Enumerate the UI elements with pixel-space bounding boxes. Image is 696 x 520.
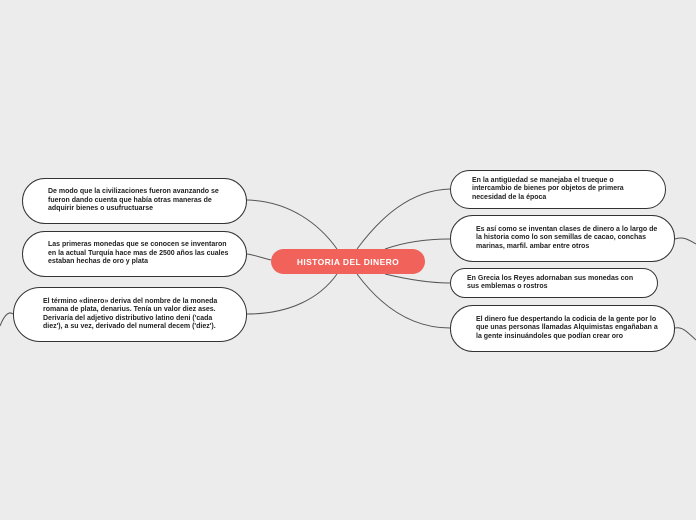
topic-node-civilizaciones[interactable] xyxy=(22,178,247,224)
connector-stub-right-4 xyxy=(675,328,696,340)
topic-text: El dinero fue despertando la codicia de la gente por lo que unas personas llamadas Alquimistas engañaban a la gente insinuándoles que podían crear oro xyxy=(476,315,658,340)
topic-node-clases-de-dinero[interactable] xyxy=(450,215,675,262)
connector-stub-right-2 xyxy=(675,238,696,244)
topic-node-codicia[interactable] xyxy=(450,305,675,352)
topic-node-grecia[interactable] xyxy=(450,268,658,298)
central-topic[interactable] xyxy=(271,249,425,274)
topic-text: Las primeras monedas que se conocen se inventaron en la actual Turquía hace mas de 2500 años las cuales estaban hechas de oro y plata xyxy=(48,241,229,266)
topic-node-trueque[interactable] xyxy=(450,170,666,209)
connector-stub-left-3 xyxy=(0,313,13,326)
topic-node-primeras-monedas[interactable] xyxy=(22,231,247,277)
connector-left-2 xyxy=(247,254,271,260)
topic-text: El término «dinero» deriva del nombre de la moneda romana de plata, denarius. Tenía un valor diez ases. Derivaría del adjetivo distributivo latino deni ('cada diez'), a su vez, derivado del numeral decem ('diez'). xyxy=(43,297,218,330)
connector-right-3 xyxy=(385,274,450,283)
connector-right-2 xyxy=(385,239,450,249)
topic-text: Es así como se inventan clases de dinero a lo largo de la historia como lo son semillas de cacao, conchas marinas, marfil. ambar entre otros xyxy=(476,225,658,250)
topic-text: En Grecia los Reyes adornaban sus monedas con sus emblemas o rostros xyxy=(467,274,634,290)
connector-left-3 xyxy=(247,274,337,314)
topic-text: De modo que la civilizaciones fueron avanzando se fueron dando cuenta que había otras maneras de adquirir bienes o usufructuarse xyxy=(48,188,219,213)
connector-right-1 xyxy=(357,189,450,249)
central-topic-label: HISTORIA DEL DINERO xyxy=(296,256,400,267)
topic-text: En la antigüedad se manejaba el trueque o intercambio de bienes por objetos de primera necesidad de la época xyxy=(472,176,624,201)
connector-left-1 xyxy=(247,200,337,249)
topic-node-termino-dinero[interactable] xyxy=(13,287,247,342)
